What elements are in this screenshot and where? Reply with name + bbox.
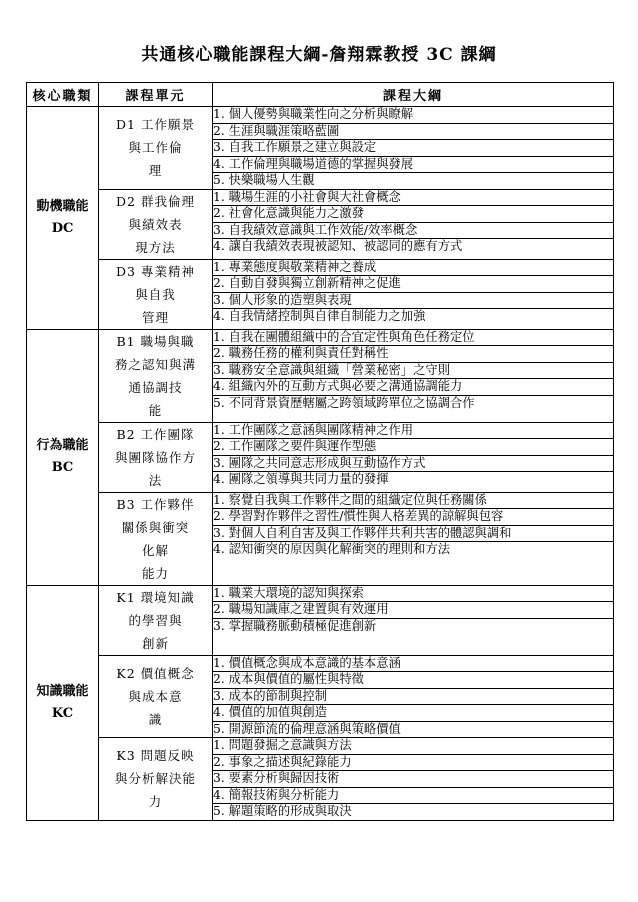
table-row <box>27 738 614 821</box>
outline-item: 4. 價值的加值與創造 <box>213 705 613 722</box>
outline-item: 1. 專業態度與敬業精神之養成 <box>213 260 613 277</box>
outline-item: 5. 解題策略的形成與取決 <box>213 804 352 818</box>
outline-item: 1. 問題發掘之意識與方法 <box>213 738 613 755</box>
unit-label: B3 工作夥伴 關係與衝突 化解 能力 <box>99 492 213 585</box>
outline-item: 3. 個人形象的造塑與表現 <box>213 293 613 310</box>
outline-item: 2. 自動自發與獨立創新精神之促進 <box>213 276 613 293</box>
outline-cell <box>213 492 614 585</box>
table-row <box>27 107 614 190</box>
unit-label: B1 職場與職 務之認知與溝 通協調技 能 <box>99 329 213 422</box>
outline-item: 4. 認知衝突的原因與化解衝突的理則和方法 <box>213 542 450 556</box>
outline-item: 1. 察覺自我與工作夥伴之間的組織定位與任務關係 <box>213 493 613 510</box>
table-row <box>27 329 614 422</box>
outline-item: 2. 成本與價值的屬性與特徵 <box>213 672 613 689</box>
unit-label: D2 群我倫理 與績效表 現方法 <box>99 189 213 259</box>
outline-item: 4. 自我情緒控制與自律自制能力之加強 <box>213 309 426 323</box>
category-code: DC <box>51 220 74 236</box>
category-cell <box>27 107 99 330</box>
outline-cell <box>213 585 614 655</box>
outline-item: 3. 掌握職務脈動積極促進創新 <box>213 618 377 633</box>
header-unit: 課程單元 <box>99 83 213 107</box>
outline-item: 4. 團隊之領導與共同力量的發揮 <box>213 472 389 486</box>
outline-item: 2. 工作團隊之要件與運作型態 <box>213 439 613 456</box>
outline-item: 1. 工作團隊之意涵與團隊精神之作用 <box>213 423 613 440</box>
unit-label: B2 工作團隊 與團隊協作方 法 <box>99 422 213 492</box>
table-row <box>27 585 614 655</box>
outline-item: 2. 生涯與職涯策略藍圖 <box>213 124 613 141</box>
outline-item: 5. 開源節流的倫理意涵與策略價值 <box>213 721 401 736</box>
table-row <box>27 422 614 492</box>
document-title: 共通核心職能課程大綱-詹翔霖教授 3C 課綱 <box>141 45 497 65</box>
category-code: KC <box>51 705 74 721</box>
outline-cell <box>213 655 614 738</box>
outline-item: 4. 組織內外的互動方式與必要之溝通協調能力 <box>213 379 613 396</box>
outline-item: 1. 職業大環境的認知與探索 <box>213 586 613 603</box>
table-row <box>27 189 614 259</box>
outline-item: 1. 自我在團體組織中的合宜定性與角色任務定位 <box>213 330 613 347</box>
header-category: 核心職類 <box>27 83 99 107</box>
outline-item: 3. 自我工作願景之建立與設定 <box>213 140 613 157</box>
outline-item: 2. 學習對作夥伴之習性/慣性與人格差異的諒解與包容 <box>213 509 613 526</box>
outline-item: 3. 要素分析與歸因技術 <box>213 771 613 788</box>
outline-item: 5. 不同背景資歷轄屬之跨領域跨單位之協調合作 <box>213 395 475 410</box>
table-row <box>27 492 614 585</box>
category-code: BC <box>51 460 74 475</box>
outline-item: 1. 個人優勢與職業性向之分析與瞭解 <box>213 107 613 124</box>
outline-item: 4. 工作倫理與職場道德的掌握與發展 <box>213 157 613 174</box>
unit-label: K2 價值概念 與成本意 識 <box>99 655 213 738</box>
outline-item: 4. 讓自我績效表現被認知、被認同的應有方式 <box>213 239 463 253</box>
unit-label: K3 問題反映 與分析解決能 力 <box>99 738 213 821</box>
outline-item: 3. 成本的節制與控制 <box>213 689 613 706</box>
outline-item: 1. 價值概念與成本意識的基本意涵 <box>213 656 613 673</box>
outline-item: 3. 職務安全意識與組織「營業秘密」之守則 <box>213 363 613 380</box>
unit-label: D3 專業精神 與自我 管理 <box>99 259 213 329</box>
table-header-row <box>27 83 614 107</box>
outline-item: 2. 事象之描述與紀錄能力 <box>213 755 613 772</box>
outline-cell <box>213 107 614 190</box>
outline-item: 2. 職務任務的權利與責任對稱性 <box>213 346 613 363</box>
outline-cell <box>213 259 614 329</box>
outline-item: 3. 對個人自利自害及與工作夥伴共利共害的體認與調和 <box>213 526 613 543</box>
unit-label: K1 環境知識 的學習與 創新 <box>99 585 213 655</box>
category-name: 動機職能 <box>36 198 89 214</box>
outline-item: 5. 快樂職場人生觀 <box>213 173 315 187</box>
table-body <box>27 107 614 821</box>
category-name: 知識職能 <box>36 683 89 699</box>
outline-cell <box>213 189 614 259</box>
outline-item: 3. 自我績效意識與工作效能/效率概念 <box>213 223 613 240</box>
outline-item: 2. 職場知識庫之建置與有效運用 <box>213 602 613 619</box>
category-cell <box>27 585 99 820</box>
syllabus-table <box>26 82 614 821</box>
outline-item: 3. 團隊之共同意志形成與互動協作方式 <box>213 456 613 473</box>
outline-item: 4. 簡報技術與分析能力 <box>213 788 613 805</box>
category-cell <box>27 329 99 585</box>
outline-item: 2. 社會化意識與能力之激發 <box>213 206 613 223</box>
category-name: 行為職能 <box>36 438 89 453</box>
table-row <box>27 259 614 329</box>
outline-cell <box>213 329 614 422</box>
outline-cell <box>213 738 614 821</box>
unit-label: D1 工作願景 與工作倫 理 <box>99 107 213 190</box>
header-outline: 課程大綱 <box>213 83 614 107</box>
outline-item: 1. 職場生涯的小社會與大社會概念 <box>213 190 613 207</box>
table-row <box>27 655 614 738</box>
outline-cell <box>213 422 614 492</box>
